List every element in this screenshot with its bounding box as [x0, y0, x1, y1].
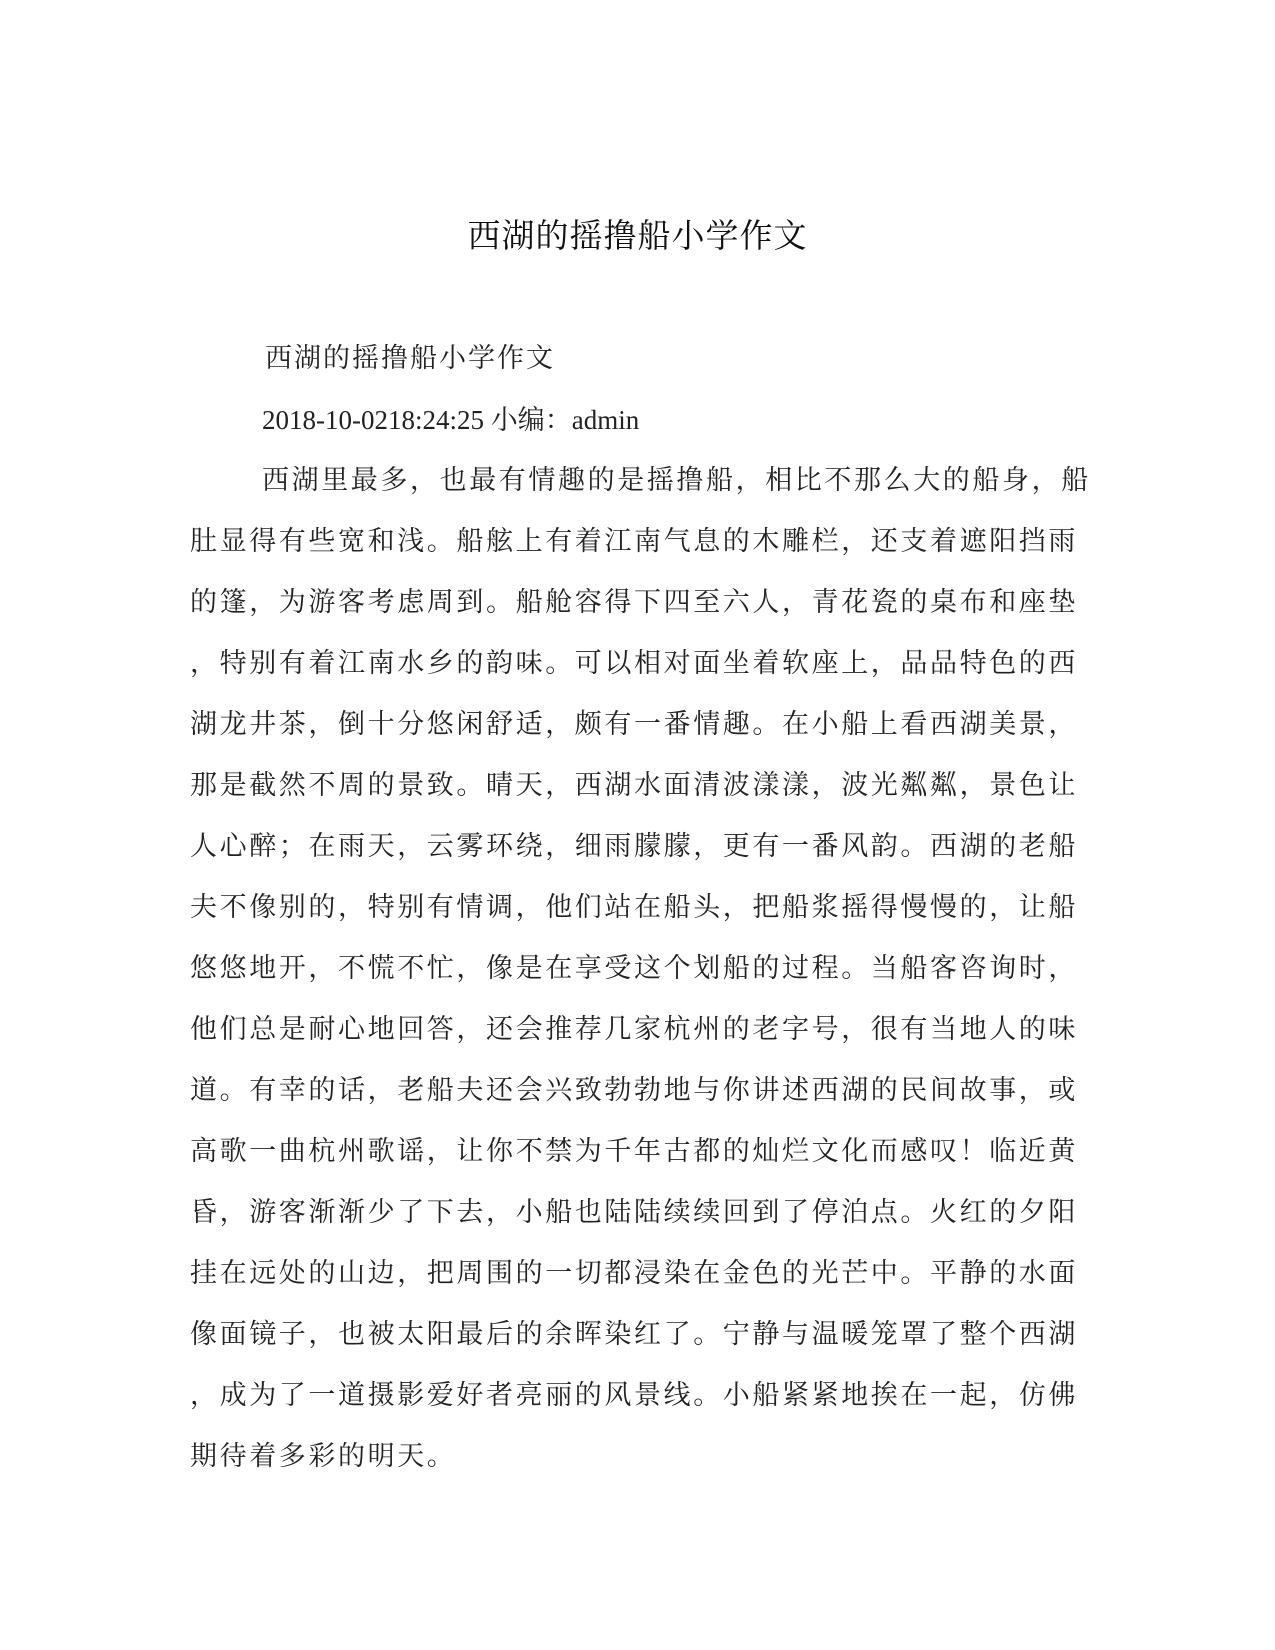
document-subtitle: 西湖的摇撸船小学作文 — [265, 343, 555, 374]
body-line: 昏，游客渐渐少了下去，小船也陆陆续续回到了停泊点。火红的夕阳 — [190, 1197, 1078, 1228]
body-line: 挂在远处的山边，把周围的一切都浸染在金色的光芒中。平静的水面 — [190, 1258, 1078, 1289]
body-line: 那是截然不周的景致。晴天，西湖水面清波漾漾，波光粼粼，景色让 — [190, 770, 1078, 801]
body-line: 悠悠地开，不慌不忙，像是在享受这个划船的过程。当船客咨询时， — [190, 953, 1078, 984]
body-line: 湖龙井茶，倒十分悠闲舒适，颇有一番情趣。在小船上看西湖美景， — [190, 709, 1078, 740]
document-title: 西湖的摇撸船小学作文 — [467, 216, 808, 255]
body-line: ，特别有着江南水乡的韵味。可以相对面坐着软座上，品品特色的西 — [190, 648, 1078, 679]
body-line: 高歌一曲杭州歌谣，让你不禁为千年古都的灿烂文化而感叹！临近黄 — [190, 1136, 1078, 1167]
body-line: 的篷，为游客考虑周到。船舱容得下四至六人，青花瓷的桌布和座垫 — [190, 587, 1078, 618]
body-line: 他们总是耐心地回答，还会推荐几家杭州的老字号，很有当地人的味 — [190, 1014, 1078, 1045]
body-paragraph — [190, 450, 1091, 1487]
body-line: 像面镜子，也被太阳最后的余晖染红了。宁静与温暖笼罩了整个西湖 — [190, 1319, 1078, 1350]
publish-meta: 2018-10-0218:24:25 小编：admin — [262, 405, 640, 435]
body-line: 西湖里最多，也最有情趣的是摇撸船，相比不那么大的船身，船 — [262, 465, 1091, 496]
body-line: 肚显得有些宽和浅。船舷上有着江南气息的木雕栏，还支着遮阳挡雨 — [190, 526, 1078, 557]
body-line: 期待着多彩的明天。 — [190, 1441, 457, 1472]
body-line: 道。有幸的话，老船夫还会兴致勃勃地与你讲述西湖的民间故事，或 — [190, 1075, 1078, 1106]
body-line: 夫不像别的，特别有情调，他们站在船头，把船浆摇得慢慢的，让船 — [190, 892, 1078, 923]
body-line: 人心醉；在雨天，云雾环绕，细雨朦朦，更有一番风韵。西湖的老船 — [190, 831, 1078, 862]
body-line: ，成为了一道摄影爱好者亮丽的风景线。小船紧紧地挨在一起，仿佛 — [190, 1380, 1078, 1411]
